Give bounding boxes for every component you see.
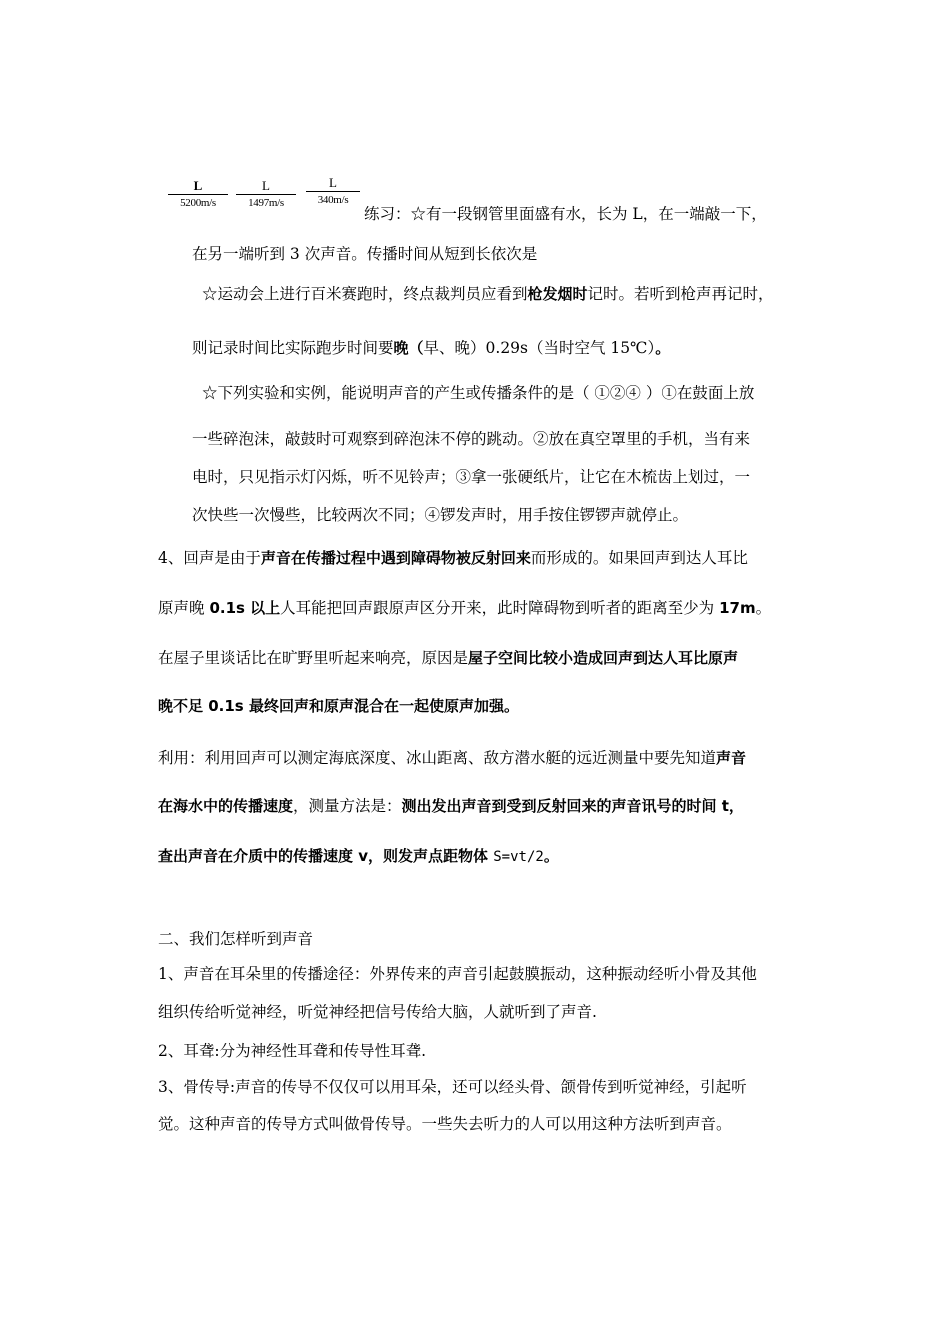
text: ☆运动会上进行百米赛跑时，终点裁判员应看到: [202, 285, 528, 303]
paragraph-3-line-2: 觉。这种声音的传导方式叫做骨传导。一些失去听力的人可以用这种方法听到声音。: [158, 1115, 732, 1133]
text: 4、回声是由于: [158, 549, 261, 567]
fraction-denominator: 5200m/s: [180, 197, 216, 209]
answer-text: 声音在传播过程中遇到障碍物被反射回来: [260, 549, 531, 567]
text: 利用：利用回声可以测定海底深度、冰山距离、敌方潜水艇的远近测量中要先知道: [158, 749, 717, 767]
practice-line-2: 在另一端听到 3 次声音。传播时间从短到长依次是: [192, 245, 538, 263]
answer-text: 屋子空间比较小造成回声到达人耳比原声: [468, 649, 739, 667]
fraction-bar: [306, 191, 360, 192]
fraction-air: [306, 175, 360, 207]
answer-text: 查出声音在介质中的传播速度 v，则发声点距物体: [158, 847, 494, 865]
experiment-line-1: ☆下列实验和实例，能说明声音的产生或传播条件的是（ ①②④ ）①在鼓面上放: [202, 384, 755, 402]
fraction-numerator: L: [329, 175, 337, 190]
section-heading: 二、我们怎样听到声音: [158, 930, 314, 948]
text: ，测量方法是：: [293, 797, 402, 815]
text: 在屋子里谈话比在旷野里听起来响亮，原因是: [158, 649, 469, 667]
answer-text: 声音: [716, 749, 747, 767]
text: 。: [543, 847, 559, 865]
sprint-question-line-2: [192, 338, 670, 358]
fraction-denominator: 1497m/s: [248, 197, 284, 209]
text: 则记录时间比实际跑步时间要: [192, 339, 394, 357]
text: 记时。若听到枪声再记时，: [587, 285, 774, 303]
echo-line-1: [158, 548, 748, 568]
experiment-line-2: 一些碎泡沫，敲鼓时可观察到碎泡沫不停的跳动。②放在真空罩里的手机，当有来: [192, 430, 751, 448]
experiment-line-3: 电时，只见指示灯闪烁，听不见铃声；③拿一张硬纸片，让它在木梳齿上划过，一: [192, 468, 751, 486]
answer-text: 晚（: [393, 339, 424, 357]
fraction-bar: [168, 194, 228, 195]
paragraph-1-line-2: 组织传给听觉神经，听觉神经把信号传给大脑，人就听到了声音.: [158, 1003, 597, 1021]
text: 原声晚: [158, 599, 210, 617]
use-line-2: [158, 796, 744, 816]
paragraph-3-line-1: 3、骨传导:声音的传导不仅仅可以用耳朵，还可以经头骨、颌骨传到听觉神经，引起听: [158, 1078, 747, 1096]
echo-line-2: [158, 598, 771, 618]
echo-line-4: 晚不足 0.1s 最终回声和原声混合在一起使原声加强。: [158, 697, 519, 715]
text: 人耳能把回声跟原声区分开来，此时障碍物到听者的距离至少为: [280, 599, 720, 617]
text: 而形成的。如果回声到达人耳比: [530, 549, 748, 567]
fraction-water: [236, 178, 296, 210]
practice-line-1: 练习：☆有一段钢管里面盛有水，长为 L，在一端敲一下，: [364, 205, 767, 223]
use-line-3: [158, 846, 559, 867]
text: 。: [755, 599, 772, 617]
paragraph-1-line-1: 1、声音在耳朵里的传播途径：外界传来的声音引起鼓膜振动，这种振动经听小骨及其他: [158, 965, 757, 983]
text: 。: [655, 339, 671, 357]
fraction-denominator: 340m/s: [317, 194, 349, 206]
fraction-steel: [168, 178, 228, 210]
answer-text: 测出发出声音到受到反射回来的声音讯号的时间 t，: [401, 797, 744, 815]
use-line-1: [158, 748, 746, 768]
fraction-numerator: L: [262, 178, 270, 193]
echo-line-3: [158, 648, 738, 668]
answer-text: 枪发烟时: [527, 285, 588, 303]
text: 早、晚）0.29s（当时空气 15℃）: [423, 339, 656, 357]
formula-text: S=vt/2: [493, 849, 544, 865]
answer-text: 17m: [719, 599, 756, 617]
paragraph-2: 2、耳聋:分为神经性耳聋和传导性耳聋.: [158, 1042, 427, 1060]
fraction-bar: [236, 194, 296, 195]
sprint-question-line-1: [202, 284, 774, 304]
answer-text: 在海水中的传播速度: [158, 797, 294, 815]
fraction-numerator: L: [193, 178, 203, 193]
answer-text: 0.1s 以上: [209, 599, 281, 617]
experiment-line-4: 次快些一次慢些，比较两次不同；④锣发声时，用手按住锣锣声就停止。: [192, 506, 689, 524]
